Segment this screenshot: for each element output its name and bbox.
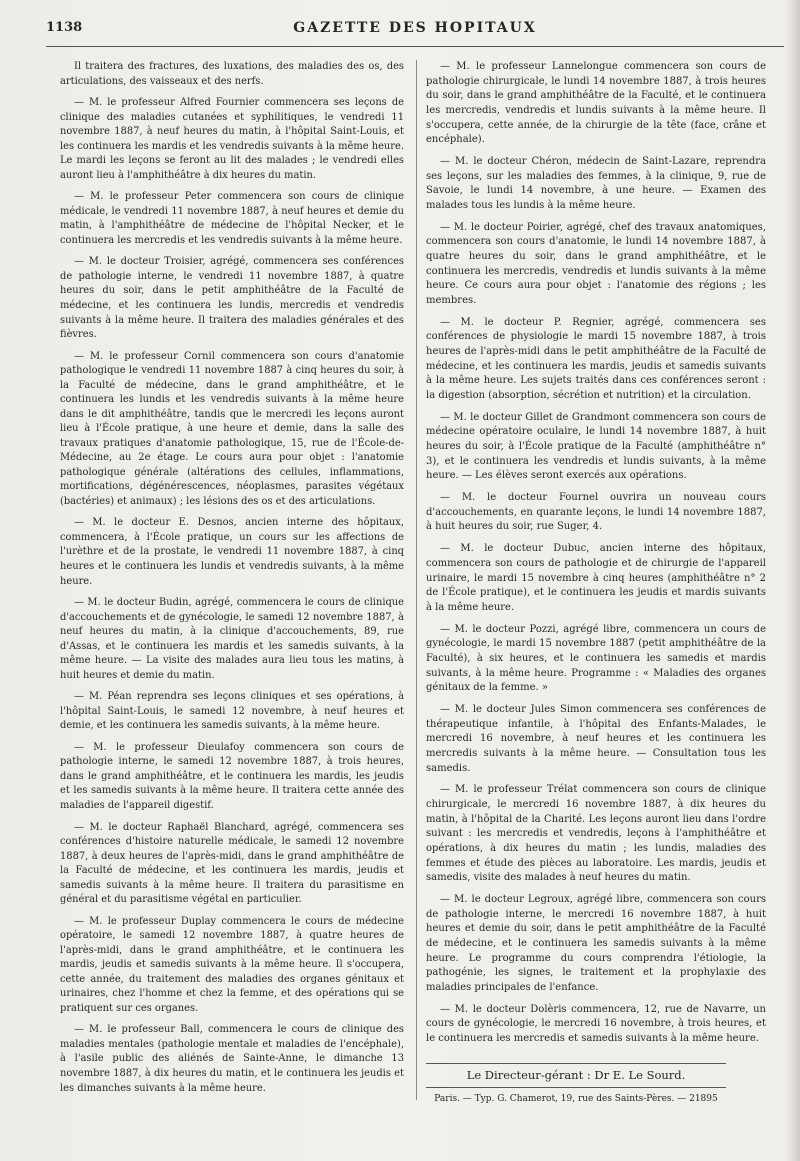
announcement-paragraph: — M. le professeur Trélat commencera son cours de clinique chirurgicale, le mercredi 16 novembre 1887, à dix heures du matin, à l'hôpital de la Charité. Les leçons auront lieu dans l'ordre suivant : les mercredis et vendredis, leçons à l'amphithéâtre et opérations, à dix heures du matin ; les lundis, maladies des femmes et étude des pièces au laboratoire. Les mardis, jeudis et samedis, visite des malades à neuf heures du matin.: [426, 784, 766, 884]
announcement-paragraph: — M. le docteur P. Regnier, agrégé, commencera ses conférences de physiologie le mardi 15 novembre 1887, à trois heures de l'après-midi dans le petit amphithéâtre de la Faculté de médecine, et les continuera les mardis, jeudis et samedis suivants à la même heure. Les sujets traités dans ces conférences seront : la digestion (absorption, sécrétion et nutrition) et la circulation.: [426, 316, 766, 402]
printer-imprint: Paris. — Typ. G. Chamerot, 19, rue des Saints-Pères. — 21895: [434, 1094, 718, 1104]
signature-rule: [426, 1063, 726, 1064]
announcement-paragraph: — M. le docteur Poirier, agrégé, chef des travaux anatomiques, commencera son cours d'anatomie, le lundi 14 novembre 1887, à quatre heures du soir, dans le grand amphithéâtre, et le continuera les mercredis, vendredis et lundis suivants à la même heure. Ce cours aura pour objet : l'anatomie des régions ; les membres.: [426, 221, 766, 307]
announcement-paragraph: — M. le docteur Legroux, agrégé libre, commencera son cours de pathologie interne, le mercredi 16 novembre 1887, à huit heures et demie du soir, dans le petit amphithéâtre de la Faculté de médecine, et le continuera les samedis suivants à la même heure. Le programme du cours comprendra l'étiologie, la pathogénie, les signes, le traitement et la prophylaxie des maladies principales de l'enfance.: [426, 893, 766, 993]
announcement-paragraph: — M. le docteur E. Desnos, ancien interne des hôpitaux, commencera, à l'École pratique, un cours sur les affections de l'urèthre et de la prostate, le vendredi 11 novembre 1887, à cinq heures et le continuera les lundis et vendredis suivants, à la même heure.: [60, 517, 404, 587]
announcement-paragraph: — M. le docteur Chéron, médecin de Saint-Lazare, reprendra ses leçons, sur les maladies des femmes, à la clinique, 9, rue de Savoie, le lundi 14 novembre, à une heure. — Examen des malades tous les lundis à la même heure.: [426, 156, 766, 212]
right-column: [426, 60, 766, 1054]
announcement-paragraph: — M. le docteur Dubuc, ancien interne des hôpitaux, commencera son cours de pathologie et de chirurgie de l'appareil urinaire, le mardi 15 novembre à cinq heures (amphithéâtre n° 2 de l'École pratique), et le continuera les jeudis et mardis suivants à la même heure.: [426, 543, 766, 613]
column-divider: [416, 60, 417, 1100]
director-signature: Le Directeur-gérant : Dr E. Le Sourd.: [466, 1068, 686, 1082]
page-header: [46, 20, 784, 42]
page-number: 1138: [46, 20, 83, 35]
journal-title: GAZETTE DES HOPITAUX: [293, 20, 537, 36]
announcement-paragraph: — M. le docteur Pozzi, agrégé libre, commencera un cours de gynécologie, le mardi 15 novembre 1887 (petit amphithéâtre de la Faculté), à six heures, et le continuera les samedis et mardis suivants, à la même heure. Programme : « Maladies des organes génitaux de la femme. »: [426, 623, 766, 694]
announcement-paragraph: — M. le docteur Fournel ouvrira un nouveau cours d'accouchements, en quarante leçons, le lundi 14 novembre 1887, à huit heures du soir, rue Suger, 4.: [426, 492, 766, 533]
announcement-paragraph: Il traitera des fractures, des luxations, des maladies des os, des articulations, des vaisseaux et des nerfs.: [60, 61, 404, 87]
announcement-paragraph: — M. le professeur Dieulafoy commencera son cours de pathologie interne, le samedi 12 novembre 1887, à trois heures, dans le grand amphithéâtre, et le continuera les mardis, les jeudis et les samedis suivants à la même heure. Il traitera cette année des maladies de l'appareil digestif.: [60, 741, 404, 811]
announcement-paragraph: — M. le professeur Peter commencera son cours de clinique médicale, le vendredi 11 novembre 1887, à neuf heures et demie du matin, à l'amphithéâtre de médecine de l'hôpital Necker, et le continuera les mercredis et les vendredis suivants à la même heure.: [60, 191, 404, 246]
text-columns: [60, 60, 800, 1120]
announcement-paragraph: — M. le docteur Jules Simon commencera ses conférences de thérapeutique infantile, à l'hôpital des Enfants-Malades, le mercredi 16 novembre, à neuf heures et les continuera les mercredis suivants à la même heure. — Consultation tous les samedis.: [426, 703, 766, 774]
announcement-paragraph: — M. le docteur Budin, agrégé, commencera le cours de clinique d'accouchements et de gynécologie, le samedi 12 novembre 1887, à neuf heures du matin, à la clinique d'accouchements, 89, rue d'Assas, et le continuera les mardis et les samedis suivants, à la même heure. — La visite des malades aura lieu tous les matins, à huit heures et demie du matin.: [60, 597, 404, 681]
header-rule: [46, 46, 784, 47]
announcement-paragraph: — M. le professeur Alfred Fournier commencera ses leçons de clinique des maladies cutanées et syphilitiques, le vendredi 11 novembre 1887, à neuf heures du matin, à l'hôpital Saint-Louis, et les continuera les mardis et les vendredis suivants à la même heure. Le mardi les leçons se feront au lit des malades ; le vendredi elles auront lieu à l'amphithéâtre à dix heures du matin.: [60, 97, 404, 181]
announcement-paragraph: — M. le professeur Lannelongue commencera son cours de pathologie chirurgicale, le lundi 14 novembre 1887, à trois heures du soir, dans le grand amphithéâtre de la Faculté, et le continuera les mercredis, vendredis et lundis suivants à la même heure. Il s'occupera, cette année, de la chirurgie de la tête (face, crâne et encéphale).: [426, 61, 766, 146]
announcement-paragraph: — M. le docteur Raphaël Blanchard, agrégé, commencera ses conférences d'histoire naturelle médicale, le samedi 12 novembre 1887, à deux heures de l'après-midi, dans le grand amphithéâtre de la Faculté de médecine, et les continuera les mardis, jeudis et samedis suivants à la même heure. Il traitera du parasitisme en général et du parasitisme végétal en particulier.: [60, 821, 404, 906]
imprint-rule: [426, 1087, 726, 1088]
announcement-paragraph: — M. le docteur Gillet de Grandmont commencera son cours de médecine opératoire oculaire, le lundi 14 novembre 1887, à huit heures du soir, à l'École pratique de la Faculté (amphithéâtre n° 3), et le continuera les vendredis et lundis suivants, à la même heure. — Les élèves seront exercés aux opérations.: [426, 411, 766, 482]
left-column: [60, 60, 404, 1103]
announcement-paragraph: — M. le docteur Dolèris commencera, 12, rue de Navarre, un cours de gynécologie, le mercredi 16 novembre, à trois heures, et le continuera les mercredis et samedis suivants à la même heure.: [426, 1003, 766, 1044]
announcement-paragraph: — M. le professeur Ball, commencera le cours de clinique des maladies mentales (pathologie mentale et maladies de l'encéphale), à l'asile public des aliénés de Sainte-Anne, le dimanche 13 novembre 1887, à dix heures du matin, et le continuera les jeudis et les dimanches suivants à la même heure.: [60, 1024, 404, 1094]
announcement-paragraph: — M. le professeur Cornil commencera son cours d'anatomie pathologique le vendredi 11 novembre 1887 à cinq heures du soir, à la Faculté de médecine, dans le grand amphithéâtre, et le continuera les lundis et les vendredis suivants à la même heure dans le dit amphithéâtre, tandis que le mercredi les leçons auront lieu à l'École pratique, à une heure et demie, dans la salle des travaux pratiques d'anatomie pathologique, 15, rue de l'École-de-Médecine, au 2e étage. Le cours aura pour objet : l'anatomie pathologique générale (altérations des cellules, inflammations, mortifications, dégénérescences, néoplasmes, parasites végétaux (bactéries) et animaux) ; les lésions des os et des articulations.: [60, 350, 404, 507]
announcement-paragraph: — M. le docteur Troisier, agrégé, commencera ses conférences de pathologie interne, le vendredi 11 novembre 1887, à quatre heures du soir, dans le petit amphithéâtre de la Faculté de médecine, et les continuera les lundis, mercredis et vendredis suivants à la même heure. Il traitera des maladies générales et des fièvres.: [60, 256, 404, 341]
announcement-paragraph: — M. le professeur Duplay commencera le cours de médecine opératoire, le samedi 12 novembre 1887, à quatre heures de l'après-midi, dans le grand amphithéâtre, et le continuera les mardis, jeudis et samedis suivants à la même heure. Il s'occupera, cette année, du traitement des maladies des organes génitaux et urinaires, chez l'homme et chez la femme, et des opérations qui se pratiquent sur ces organes.: [60, 915, 404, 1014]
announcement-paragraph: — M. Péan reprendra ses leçons cliniques et ses opérations, à l'hôpital Saint-Louis, le samedi 12 novembre, à neuf heures et demie, et les continuera les samedis suivants, à la même heure.: [60, 691, 404, 732]
